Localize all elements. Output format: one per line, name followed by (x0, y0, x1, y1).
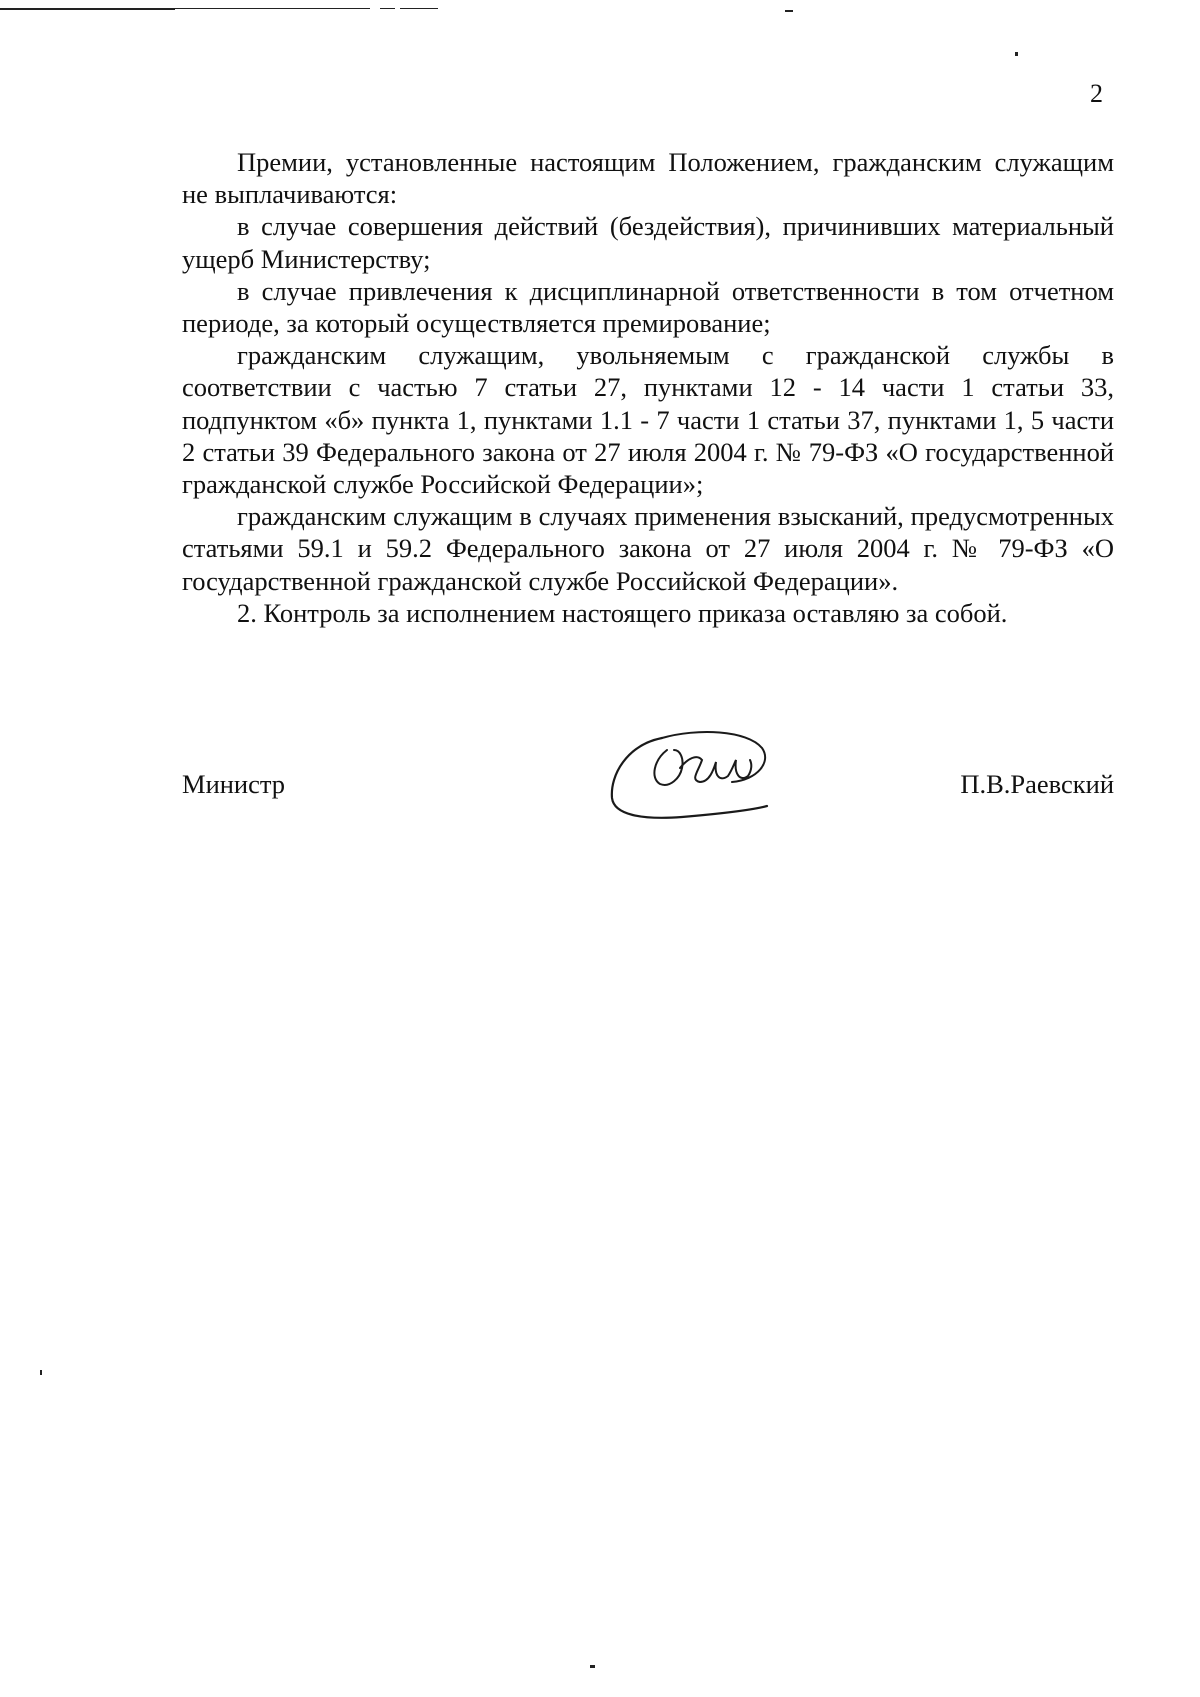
signer-position: Министр (182, 769, 286, 799)
paragraph: гражданским служащим, увольняемым с гражданской службы в соответствии с частью 7 статьи 27, пунктами 12 - 14 части 1 статьи 33, подпунктом «б» пункта 1, пунктами 1.1 - 7 части 1 статьи 37, пунктами 1, 5 части 2 статьи 39 Федерального закона от 27 июля 2004 г. № 79-ФЗ «О государственной гражданской службе Российской Федерации»; (182, 340, 1114, 500)
scan-dot (590, 1665, 595, 1668)
scan-top-line (400, 8, 438, 9)
handwritten-signature (602, 720, 792, 830)
scan-dot (785, 10, 793, 12)
page-number: 2 (1090, 79, 1103, 108)
scan-top-line (380, 8, 395, 9)
scan-top-line (175, 8, 370, 9)
signature-block (182, 720, 1114, 840)
document-body (182, 146, 1114, 629)
signer-name: П.В.Раевский (960, 769, 1114, 799)
scan-dot (40, 1370, 42, 1375)
scan-dot (1015, 52, 1018, 56)
paragraph: 2. Контроль за исполнением настоящего приказа оставляю за собой. (237, 597, 1008, 628)
scan-top-line (0, 8, 175, 10)
paragraph: в случае совершения действий (бездействия), причинивших материальный ущерб Министерству; (182, 211, 1114, 274)
paragraph: Премии, установленные настоящим Положением, гражданским служащим не выплачиваются: (182, 147, 1114, 210)
paragraph: в случае привлечения к дисциплинарной ответственности в том отчетном периоде, за который осуществляется премирование; (182, 275, 1114, 339)
paragraph: гражданским служащим в случаях применения взысканий, предусмотренных статьями 59.1 и 59.2 Федерального закона от 27 июля 2004 г. № 79-ФЗ «О государственной гражданской службе Российской Федерации». (182, 501, 1114, 596)
